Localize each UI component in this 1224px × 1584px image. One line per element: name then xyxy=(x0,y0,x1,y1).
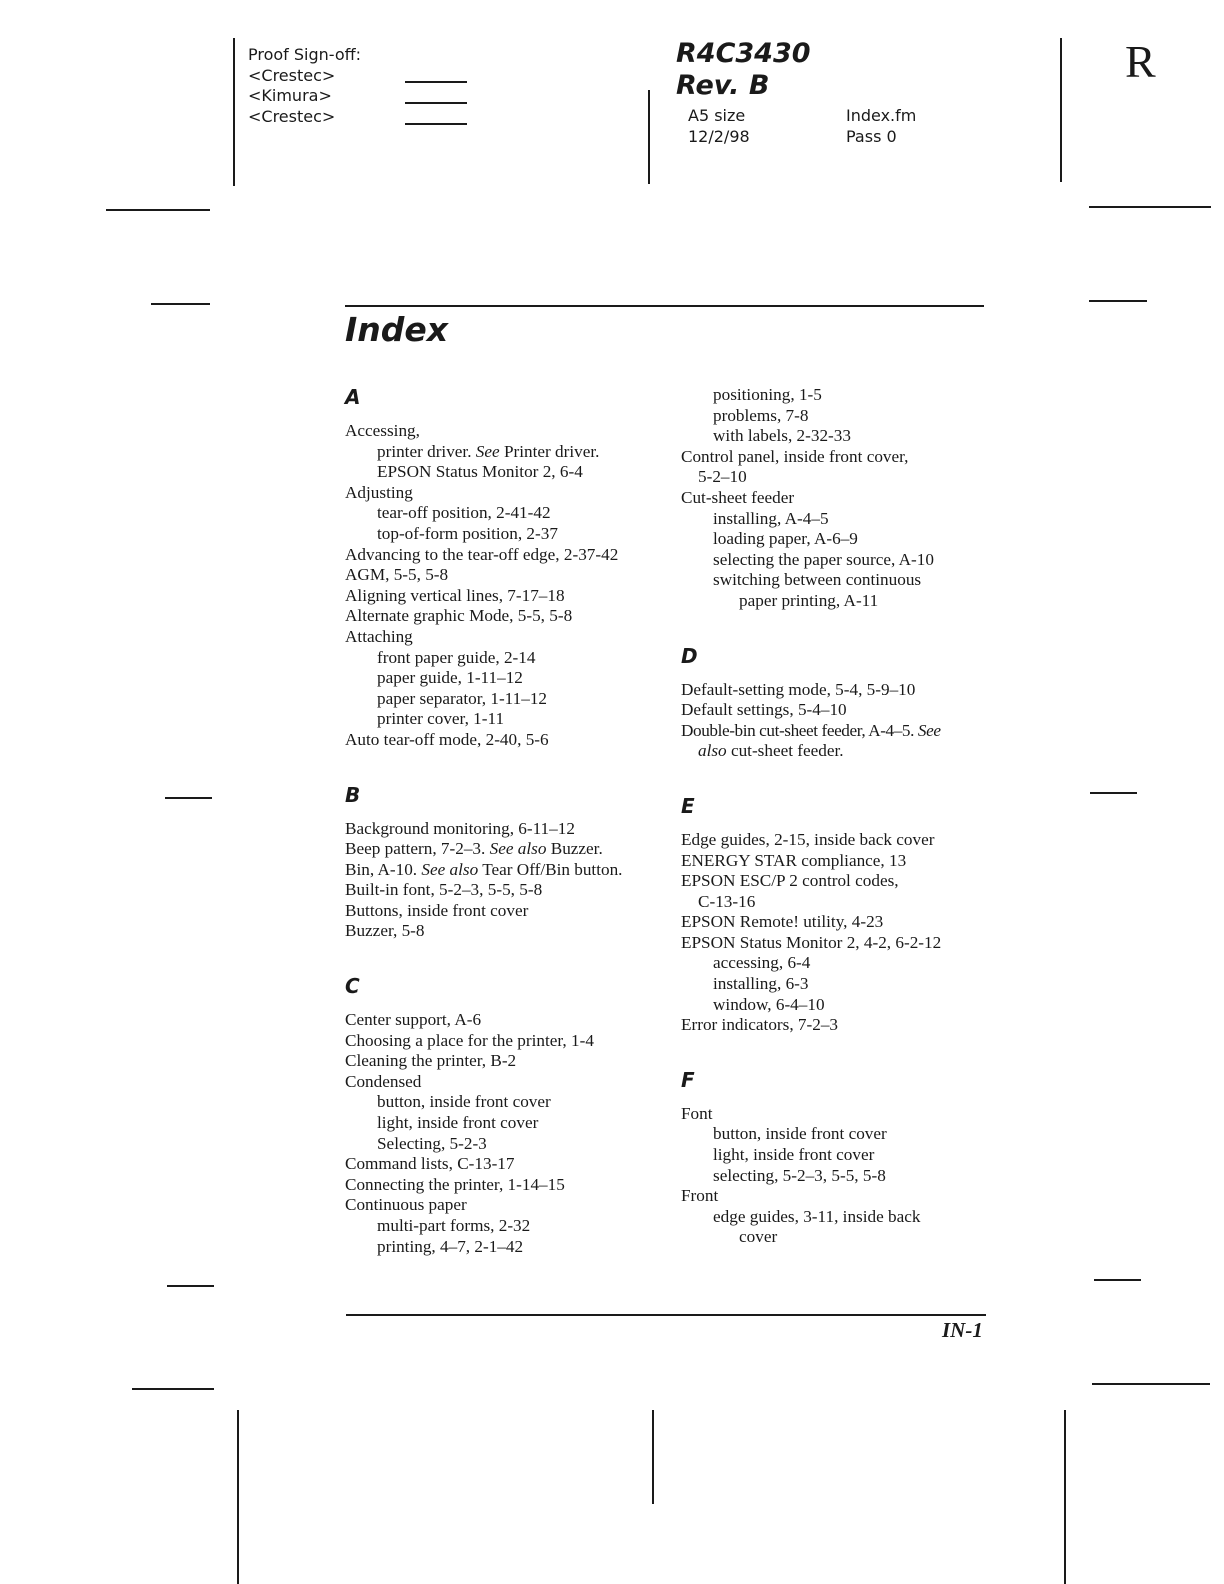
index-section-f xyxy=(681,1068,1001,1248)
index-entry: installing, A-4–5 xyxy=(713,508,829,528)
index-entry: Selecting, 5-2-3 xyxy=(377,1133,487,1153)
index-entry: Bin, A-10. See also Tear Off/Bin button. xyxy=(345,859,623,879)
index-entry: tear-off position, 2-41-42 xyxy=(377,503,551,523)
index-section-c xyxy=(345,974,665,1257)
index-entry: Beep pattern, 7-2–3. See also Buzzer. xyxy=(345,839,603,859)
index-section-d xyxy=(681,644,1001,762)
index-entry: EPSON ESC/P 2 control codes, xyxy=(681,871,899,891)
section-letter: D xyxy=(681,643,698,668)
proof-name: <Kimura> xyxy=(248,86,332,105)
section-letter: B xyxy=(345,782,361,807)
crop-mark xyxy=(1094,1279,1141,1281)
proof-signoff xyxy=(248,45,361,127)
meta-right xyxy=(846,106,916,147)
crop-mark xyxy=(652,1410,654,1504)
index-entry: Background monitoring, 6-11–12 xyxy=(345,818,575,838)
index-entry: Adjusting xyxy=(345,482,413,502)
page-size: A5 size xyxy=(688,106,746,125)
proof-name: <Crestec> xyxy=(248,106,336,126)
footer-rule xyxy=(346,1314,986,1316)
index-entry: button, inside front cover xyxy=(713,1124,887,1144)
page-number: IN-1 xyxy=(942,1318,983,1342)
document-code: R4C3430 xyxy=(676,38,811,69)
crop-mark xyxy=(648,90,650,184)
index-entry: Condensed xyxy=(345,1071,422,1091)
index-entry: C-13-16 xyxy=(698,891,756,911)
index-entry: EPSON Remote! utility, 4-23 xyxy=(681,912,884,932)
index-section-c-continued xyxy=(681,385,1001,612)
index-entry: Double-bin cut-sheet feeder, A-4–5. See xyxy=(681,720,941,740)
index-entry: selecting, 5-2–3, 5-5, 5-8 xyxy=(713,1165,886,1185)
index-entry: cover xyxy=(739,1227,778,1247)
crop-mark xyxy=(132,1388,214,1390)
index-column-left xyxy=(345,385,665,1257)
revision: Rev. B xyxy=(676,70,770,101)
index-entry: Choosing a place for the printer, 1-4 xyxy=(345,1030,594,1050)
file-name: Index.fm xyxy=(846,106,917,125)
index-entry: paper guide, 1-11–12 xyxy=(377,668,523,688)
crop-mark xyxy=(1060,38,1062,182)
index-entry: Auto tear-off mode, 2-40, 5-6 xyxy=(345,729,549,749)
index-entry: light, inside front cover xyxy=(377,1113,539,1133)
index-entry: printing, 4–7, 2-1–42 xyxy=(377,1236,524,1256)
crop-mark xyxy=(1090,792,1137,794)
crop-mark xyxy=(1092,1383,1210,1385)
crop-mark xyxy=(237,1410,239,1584)
index-entry: multi-part forms, 2-32 xyxy=(377,1216,531,1235)
section-letter: C xyxy=(345,974,360,999)
index-entry: paper printing, A-11 xyxy=(739,590,879,610)
index-entry: Built-in font, 5-2–3, 5-5, 5-8 xyxy=(345,880,543,900)
index-entry: loading paper, A-6–9 xyxy=(713,529,858,549)
index-entry: Attaching xyxy=(345,626,413,646)
section-letter: F xyxy=(681,1067,695,1092)
index-entry: Error indicators, 7-2–3 xyxy=(681,1015,839,1035)
index-entry: Accessing, xyxy=(345,421,420,440)
corner-mark: R xyxy=(1125,36,1156,87)
index-entry: Buzzer, 5-8 xyxy=(345,921,425,941)
signature-line xyxy=(405,81,467,83)
index-entry: Default-setting mode, 5-4, 5-9–10 xyxy=(681,679,916,699)
section-letter: E xyxy=(681,793,695,818)
index-entry: Continuous paper xyxy=(345,1195,467,1215)
index-entry: light, inside front cover xyxy=(713,1145,875,1165)
index-entry: also cut-sheet feeder. xyxy=(698,741,844,761)
index-entry: problems, 7-8 xyxy=(713,405,809,425)
proof-label: Proof Sign-off: xyxy=(248,45,362,64)
index-entry: with labels, 2-32-33 xyxy=(713,426,851,446)
index-entry: top-of-form position, 2-37 xyxy=(377,523,558,543)
section-letter: A xyxy=(345,385,361,409)
index-entry: button, inside front cover xyxy=(377,1092,551,1112)
signature-line xyxy=(405,123,467,125)
index-entry: Aligning vertical lines, 7-17–18 xyxy=(345,585,565,605)
meta-left xyxy=(688,106,750,147)
date: 12/2/98 xyxy=(688,126,750,146)
crop-mark xyxy=(106,209,210,211)
title-rule xyxy=(345,305,984,307)
index-entry: Connecting the printer, 1-14–15 xyxy=(345,1174,565,1194)
index-entry: printer driver. See Printer driver. xyxy=(377,441,600,461)
proof-name: <Crestec> xyxy=(248,65,336,85)
index-entry: Cut-sheet feeder xyxy=(681,487,795,507)
page-title: Index xyxy=(345,310,449,349)
document-code-block xyxy=(676,38,811,102)
index-entry: EPSON Status Monitor 2, 4-2, 6-2-12 xyxy=(681,932,942,952)
index-entry: positioning, 1-5 xyxy=(713,385,822,404)
crop-mark xyxy=(1089,206,1211,208)
index-entry: ENERGY STAR compliance, 13 xyxy=(681,850,907,870)
index-entry: Font xyxy=(681,1103,713,1123)
index-entry: window, 6-4–10 xyxy=(713,994,825,1014)
index-entry: selecting the paper source, A-10 xyxy=(713,549,934,569)
pass-number: Pass 0 xyxy=(846,126,897,146)
index-entry: paper separator, 1-11–12 xyxy=(377,688,548,708)
index-column-right xyxy=(681,385,1001,1248)
index-entry: accessing, 6-4 xyxy=(713,953,811,973)
index-entry: Alternate graphic Mode, 5-5, 5-8 xyxy=(345,606,573,626)
index-entry: Buttons, inside front cover xyxy=(345,900,529,920)
index-entry: front paper guide, 2-14 xyxy=(377,647,536,667)
index-entry: Front xyxy=(681,1186,719,1206)
signature-line xyxy=(405,102,467,104)
index-entry: Center support, A-6 xyxy=(345,1010,482,1030)
crop-mark xyxy=(165,797,212,799)
crop-mark xyxy=(1064,1410,1066,1584)
index-entry: Cleaning the printer, B-2 xyxy=(345,1051,517,1071)
index-section-b xyxy=(345,783,665,943)
index-section-e xyxy=(681,794,1001,1036)
index-entry: Command lists, C-13-17 xyxy=(345,1154,515,1174)
index-entry: Advancing to the tear-off edge, 2-37-42 xyxy=(345,544,619,564)
index-entry: 5-2–10 xyxy=(698,467,747,487)
index-entry: EPSON Status Monitor 2, 6-4 xyxy=(377,462,583,482)
index-entry: switching between continuous xyxy=(713,570,922,590)
index-entry: AGM, 5-5, 5-8 xyxy=(345,565,449,585)
crop-mark xyxy=(1089,300,1147,302)
index-entry: printer cover, 1-11 xyxy=(377,709,505,729)
index-entry: Edge guides, 2-15, inside back cover xyxy=(681,829,935,849)
crop-mark xyxy=(167,1285,214,1287)
index-entry: Default settings, 5-4–10 xyxy=(681,700,847,720)
index-entry: edge guides, 3-11, inside back xyxy=(713,1206,921,1226)
index-entry: installing, 6-3 xyxy=(713,974,809,994)
index-section-a xyxy=(345,385,665,751)
crop-mark xyxy=(151,303,210,305)
crop-mark xyxy=(233,38,235,186)
index-entry: Control panel, inside front cover, xyxy=(681,446,909,466)
